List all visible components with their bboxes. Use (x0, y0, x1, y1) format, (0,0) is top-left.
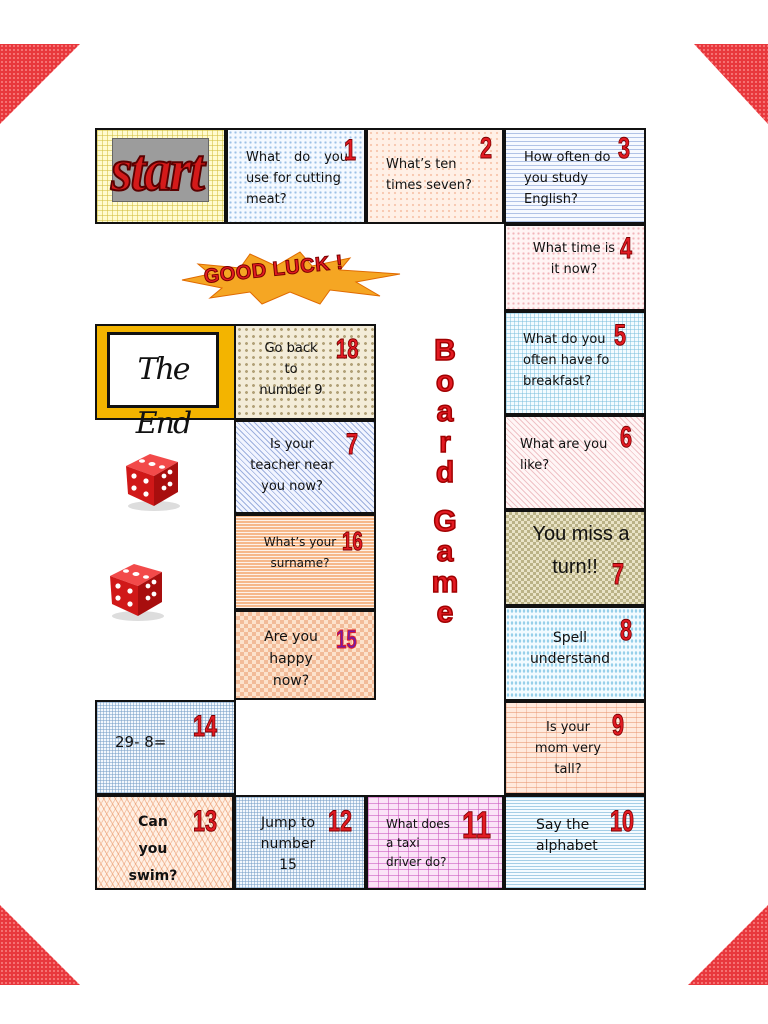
square-10[interactable] (504, 795, 646, 890)
square-2[interactable] (366, 128, 504, 224)
square-16-number: 16 (342, 526, 363, 556)
end-label: The End (135, 352, 191, 441)
square-8-text: Spell understand (529, 630, 611, 667)
square-15[interactable] (234, 610, 376, 700)
square-1-number: 1 (344, 134, 357, 167)
square-17-number: 7 (346, 428, 359, 461)
corner-triangle-top-left (0, 44, 80, 124)
square-6-text: What are you like? (520, 437, 608, 473)
square-2-text: What’s ten times seven? (386, 157, 472, 193)
square-3[interactable] (504, 128, 646, 224)
square-5-number: 5 (614, 319, 627, 352)
square-17[interactable] (234, 420, 376, 514)
square-3-number: 3 (618, 132, 631, 165)
square-5[interactable] (504, 311, 646, 415)
dice-icon (120, 448, 184, 512)
square-12[interactable] (234, 795, 366, 890)
square-11-text: What does a taxi driver do? (386, 817, 450, 869)
square-9-number: 9 (612, 709, 625, 742)
square-11-number: 11 (462, 805, 491, 847)
square-14-text: 29- 8= (115, 733, 167, 751)
square-14[interactable] (95, 700, 236, 795)
square-4-text: What time is it now? (532, 241, 616, 277)
square-14-number: 14 (193, 710, 218, 743)
square-7-miss-turn[interactable] (504, 510, 646, 606)
square-7-miss-turn-text: You miss a turn!! (532, 523, 630, 578)
dice-icon (104, 558, 168, 622)
square-17-text: Is your teacher near you now? (250, 437, 334, 494)
square-11[interactable] (366, 795, 504, 890)
square-1-text: What do you use for cutting meat? (246, 150, 348, 207)
square-4[interactable] (504, 224, 646, 311)
corner-triangle-top-right (694, 44, 768, 124)
square-8[interactable] (504, 606, 646, 701)
square-10-text: Say the alphabet (536, 817, 598, 854)
square-16-text: What’s your surname? (263, 535, 337, 570)
square-4-number: 4 (620, 232, 633, 265)
square-6[interactable] (504, 415, 646, 510)
square-9-text: Is your mom very tall? (534, 720, 602, 777)
start-square[interactable] (95, 128, 226, 224)
end-square[interactable] (95, 324, 236, 441)
square-3-text: How often do you study English? (524, 150, 611, 207)
board-game-title: B o a r d G a m e (431, 334, 459, 629)
square-10-number: 10 (610, 805, 635, 838)
square-18-number: 18 (336, 333, 359, 364)
square-1[interactable] (226, 128, 366, 224)
corner-triangle-bottom-left (0, 905, 80, 985)
square-9[interactable] (504, 701, 646, 795)
corner-triangle-bottom-right (688, 905, 768, 985)
end-label-frame (107, 332, 219, 441)
square-8-number: 8 (620, 614, 633, 647)
square-5-text: What do you often have fo breakfast? (523, 332, 610, 389)
square-13[interactable] (95, 795, 234, 890)
square-13-number: 13 (193, 805, 218, 838)
square-18-text: Go back to number 9 (259, 341, 323, 398)
good-luck-text: GOOD LUCK ! (202, 251, 345, 288)
square-18[interactable] (234, 324, 376, 420)
square-15-number: 15 (336, 624, 357, 654)
square-7-miss-turn-number: 7 (612, 558, 625, 591)
square-12-number: 12 (328, 805, 353, 838)
square-16[interactable] (234, 514, 376, 610)
start-label: start (111, 137, 204, 203)
square-6-number: 6 (620, 421, 633, 454)
square-12-text: Jump to number 15 (260, 815, 316, 873)
square-15-text: Are you happy now? (264, 629, 318, 689)
square-2-number: 2 (480, 132, 493, 165)
square-13-text: Can you swim? (128, 814, 178, 884)
